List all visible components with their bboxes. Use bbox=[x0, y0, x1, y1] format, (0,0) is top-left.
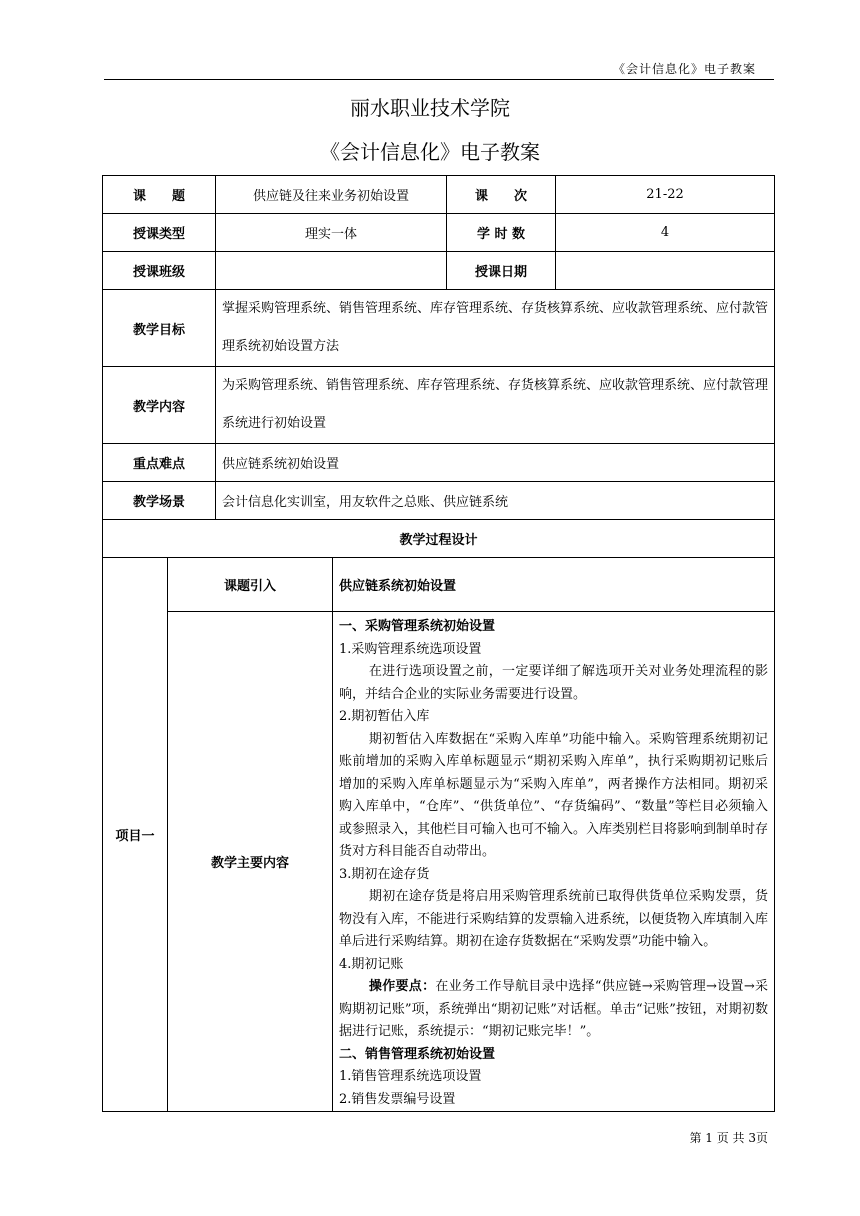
type-label: 授课类型 bbox=[103, 214, 216, 252]
project-label: 项目一 bbox=[103, 558, 168, 1112]
goal-value: 掌握采购管理系统、销售管理系统、库存管理系统、存货核算系统、应收款管理系统、应付款管理系统初始设置方法 bbox=[216, 290, 775, 367]
subheading-5: 1.销售管理系统选项设置 bbox=[339, 1069, 482, 1084]
goal-label: 教学目标 bbox=[103, 290, 216, 367]
hours-value: 4 bbox=[556, 214, 775, 252]
date-value bbox=[556, 252, 775, 290]
row-topic bbox=[103, 176, 775, 214]
row-main-content bbox=[103, 612, 775, 1112]
process-title: 教学过程设计 bbox=[103, 520, 775, 558]
paragraph-4-text: 在业务工作导航目录中选择“供应链→采购管理→设置→采购期初记账”项，系统弹出“期初记账”对话框。单击“记账”按钮，对期初数据进行记账，系统提示：“期初记账完毕！”。 bbox=[339, 979, 769, 1039]
section-heading-2: 二、销售管理系统初始设置 bbox=[339, 1046, 496, 1062]
header-rule bbox=[104, 79, 774, 80]
hours-label: 学 时 数 bbox=[447, 214, 556, 252]
main-content-body bbox=[333, 612, 775, 1112]
school-title: 丽水职业技术学院 bbox=[350, 96, 510, 120]
type-value: 理实一体 bbox=[216, 214, 447, 252]
row-scene bbox=[103, 482, 775, 520]
content-value: 为采购管理系统、销售管理系统、库存管理系统、存货核算系统、应收款管理系统、应付款管理系统进行初始设置 bbox=[216, 367, 775, 444]
running-header: 《会计信息化》电子教案 bbox=[612, 62, 756, 76]
paragraph-4 bbox=[339, 976, 768, 1044]
section-heading-1: 一、采购管理系统初始设置 bbox=[339, 619, 496, 634]
paragraph-1: 在进行选项设置之前，一定要详细了解选项开关对业务处理流程的影响，并结合企业的实际业务需要进行设置。 bbox=[339, 664, 769, 702]
page-number: 第 1 页 共 3页 bbox=[689, 1131, 768, 1145]
key-label: 重点难点 bbox=[103, 444, 216, 482]
content-label: 教学内容 bbox=[103, 367, 216, 444]
row-class bbox=[103, 252, 775, 290]
row-type bbox=[103, 214, 775, 252]
subheading-6: 2.销售发票编号设置 bbox=[339, 1091, 456, 1107]
subheading-3: 3.期初在途存货 bbox=[339, 866, 430, 882]
key-value: 供应链系统初始设置 bbox=[216, 444, 775, 482]
main-content-label: 教学主要内容 bbox=[168, 612, 333, 1112]
row-key bbox=[103, 444, 775, 482]
paragraph-2: 期初暂估入库数据在“采购入库单”功能中输入。采购管理系统期初记账前增加的采购入库单标题显示“期初采购入库单”，执行采购期初记账后增加的采购入库单标题显示为“采购入库单”，两者操作方法相同。期初采购入库单中，“仓库”、“供货单位”、“存货编码”、“数量”等栏目必须输入或参照录入，其他栏目可输入也可不输入。入库类别栏目将影响到制单时存货对方科目能否自动带出。 bbox=[339, 731, 769, 859]
class-value bbox=[216, 252, 447, 290]
session-value: 21-22 bbox=[556, 176, 775, 214]
subheading-4: 4.期初记账 bbox=[339, 956, 404, 972]
scene-value: 会计信息化实训室，用友软件之总账、供应链系统 bbox=[216, 482, 775, 520]
session-label: 课 次 bbox=[447, 176, 556, 214]
date-label: 授课日期 bbox=[447, 252, 556, 290]
row-process-title bbox=[103, 520, 775, 558]
paragraph-3: 期初在途存货是将启用采购管理系统前已取得供货单位采购发票，货物没有入库，不能进行采购结算的发票输入进系统，以便货物入库填制入库单后进行采购结算。期初在途存货数据在“采购发票”功能中输入。 bbox=[339, 889, 769, 949]
subheading-1: 1.采购管理系统选项设置 bbox=[339, 641, 482, 657]
row-content bbox=[103, 367, 775, 444]
subheading-2: 2.期初暂估入库 bbox=[339, 709, 430, 724]
intro-label: 课题引入 bbox=[168, 558, 333, 612]
row-intro bbox=[103, 558, 775, 612]
lesson-plan-table bbox=[102, 175, 775, 1112]
topic-label: 课 题 bbox=[103, 176, 216, 214]
topic-value: 供应链及往来业务初始设置 bbox=[216, 176, 447, 214]
scene-label: 教学场景 bbox=[103, 482, 216, 520]
key-point-label: 操作要点： bbox=[368, 979, 436, 994]
row-goal bbox=[103, 290, 775, 367]
class-label: 授课班级 bbox=[103, 252, 216, 290]
intro-value: 供应链系统初始设置 bbox=[333, 558, 775, 612]
document-title: 《会计信息化》电子教案 bbox=[320, 140, 540, 164]
